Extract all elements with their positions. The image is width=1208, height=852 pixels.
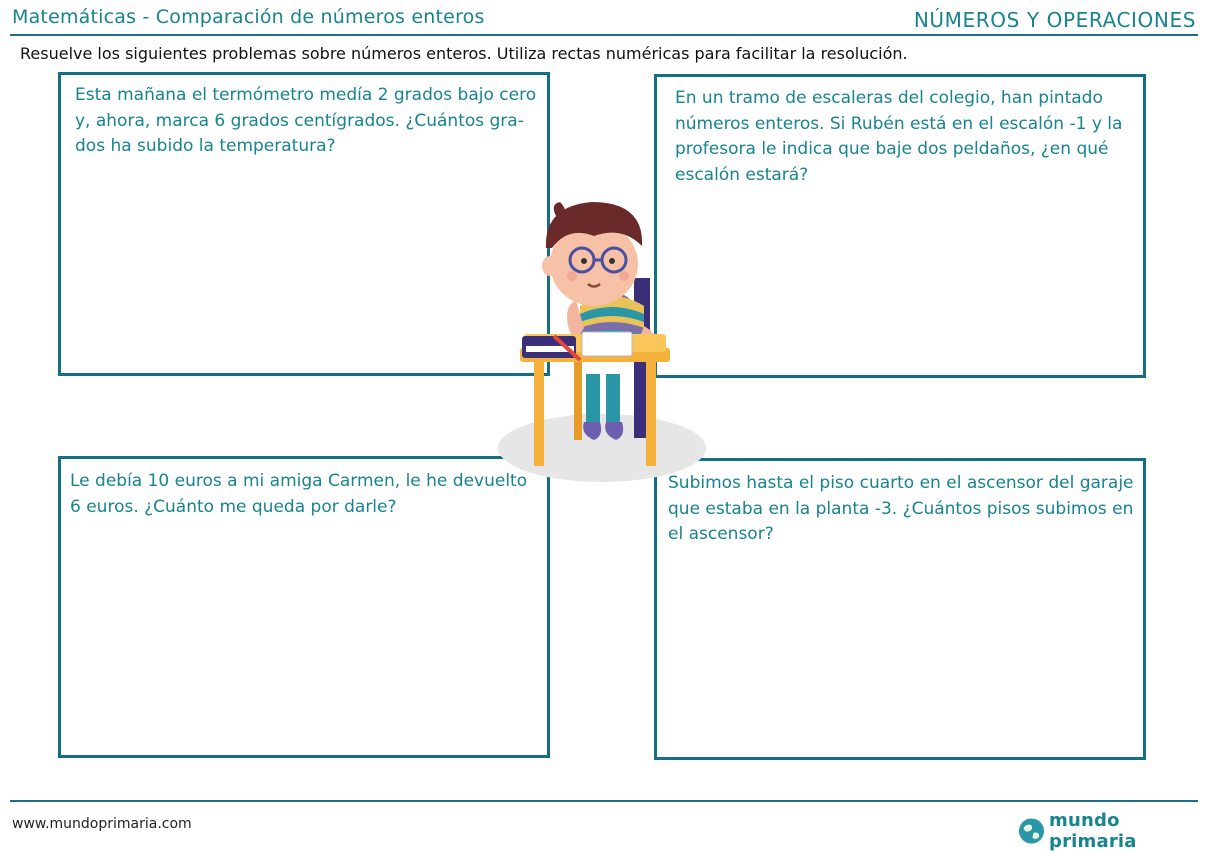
problem-text-4: Subimos hasta el piso cuarto en el ascensor del garaje que estaba en la planta -3. ¿Cuántos pisos subimos en el ascensor? <box>668 473 1134 544</box>
globe-icon <box>1018 817 1045 845</box>
page-title: Matemáticas - Comparación de números enteros <box>12 6 485 28</box>
brand-logo[interactable] <box>1018 810 1208 852</box>
problem-text-3: Le debía 10 euros a mi amiga Carmen, le he devuelto 6 euros. ¿Cuánto me queda por darle? <box>70 471 528 517</box>
problem-box-1[interactable] <box>58 72 550 376</box>
problem-text-2: En un tramo de escaleras del colegio, han pintado números enteros. Si Rubén está en el escalón -1 y la profesora le indica que baje dos peldaños, ¿en qué escalón estará? <box>675 88 1123 185</box>
problem-text-1: Esta mañana el termómetro medía 2 grados bajo cero y, ahora, marca 6 grados centígrados. ¿Cuántos gra-dos ha subido la temperatura? <box>75 85 537 156</box>
problem-box-3[interactable] <box>58 456 550 758</box>
logo-text: mundo primaria <box>1049 810 1137 852</box>
instructions-text: Resuelve los siguientes problemas sobre números enteros. Utiliza rectas numéricas para facilitar la resolución. <box>20 44 908 63</box>
header-divider <box>10 34 1198 36</box>
student-illustration <box>494 196 714 488</box>
website-link[interactable]: www.mundoprimaria.com <box>12 816 192 832</box>
category-label: NÚMEROS Y OPERACIONES <box>913 8 1196 32</box>
footer-divider <box>10 800 1198 802</box>
problem-box-4[interactable] <box>654 458 1146 760</box>
problem-box-2[interactable] <box>654 74 1146 378</box>
